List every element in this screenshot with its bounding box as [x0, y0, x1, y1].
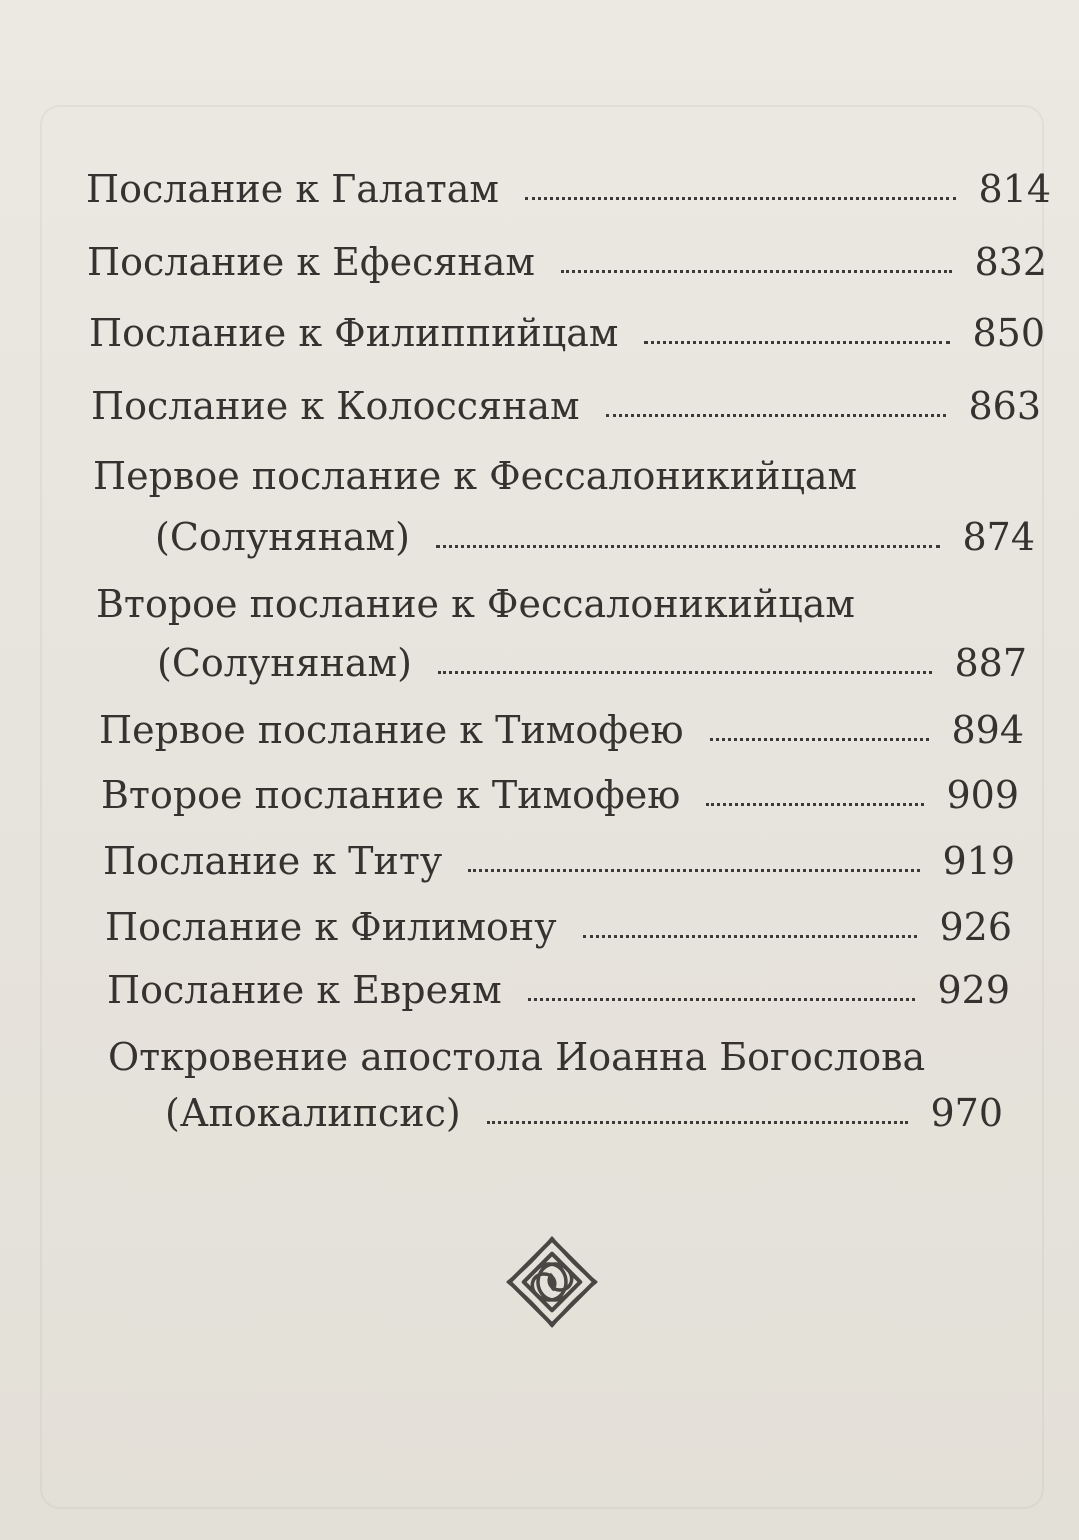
- toc-entry: [157, 641, 1027, 685]
- dot-leader: [710, 737, 930, 741]
- toc-entry: [107, 968, 1010, 1012]
- toc-entry: [103, 839, 1015, 883]
- toc-entry-title: Послание к Филиппийцам: [89, 311, 619, 355]
- toc-entry-title: (Апокалипсис): [165, 1091, 461, 1135]
- toc-entry: [99, 708, 1024, 752]
- dot-leader: [436, 544, 941, 548]
- toc-entry: [86, 167, 1051, 211]
- toc-entry: [105, 905, 1012, 949]
- dot-leader: [487, 1120, 909, 1124]
- toc-entry-page: 926: [939, 905, 1012, 949]
- toc-entry-title: Послание к Колоссянам: [91, 384, 580, 428]
- toc-entry-page: 863: [968, 384, 1041, 428]
- toc-entry-page: 832: [974, 240, 1047, 284]
- toc-entry-title-line1: Откровение апостола Иоанна Богослова: [108, 1035, 926, 1079]
- toc-entry-page: 894: [951, 708, 1024, 752]
- toc-entry: [165, 1091, 1003, 1135]
- dot-leader: [561, 269, 953, 273]
- celtic-knot-icon: [498, 1228, 606, 1336]
- dot-leader: [528, 997, 916, 1001]
- toc-entry-page: 909: [946, 773, 1019, 817]
- dot-leader: [706, 802, 924, 806]
- toc-entry-title-line1: Первое послание к Фессалоникийцам: [93, 454, 858, 498]
- dot-leader: [606, 413, 947, 417]
- toc-entry: [91, 384, 1041, 428]
- dot-leader: [468, 868, 920, 872]
- toc-entry-page: 919: [942, 839, 1015, 883]
- toc-entry: [87, 240, 1047, 284]
- dot-leader: [644, 340, 950, 344]
- dot-leader: [525, 196, 956, 200]
- toc-entry-title: (Солунянам): [155, 515, 410, 559]
- toc-entry: [89, 311, 1045, 355]
- toc-entry-title: Второе послание к Тимофею: [101, 773, 681, 817]
- toc-entry-title: Послание к Галатам: [86, 167, 499, 211]
- toc-entry: [155, 515, 1035, 559]
- toc-entry-page: 874: [962, 515, 1035, 559]
- toc-entry-title: Послание к Титу: [103, 839, 443, 883]
- toc-entry-title: Послание к Ефесянам: [87, 240, 535, 284]
- toc-entry-page: 929: [937, 968, 1010, 1012]
- dot-leader: [438, 670, 933, 674]
- toc-entry-title-line1: Второе послание к Фессалоникийцам: [96, 582, 855, 626]
- toc-entry-title: Послание к Филимону: [105, 905, 557, 949]
- toc-entry-page: 814: [978, 167, 1051, 211]
- toc-entry-title: Первое послание к Тимофею: [99, 708, 684, 752]
- toc-entry-page: 970: [930, 1091, 1003, 1135]
- toc-entry: [101, 773, 1019, 817]
- toc-entry-page: 850: [972, 311, 1045, 355]
- dot-leader: [583, 934, 918, 938]
- toc-entry-page: 887: [954, 641, 1027, 685]
- toc-entry-title: Послание к Евреям: [107, 968, 502, 1012]
- toc-entry-title: (Солунянам): [157, 641, 412, 685]
